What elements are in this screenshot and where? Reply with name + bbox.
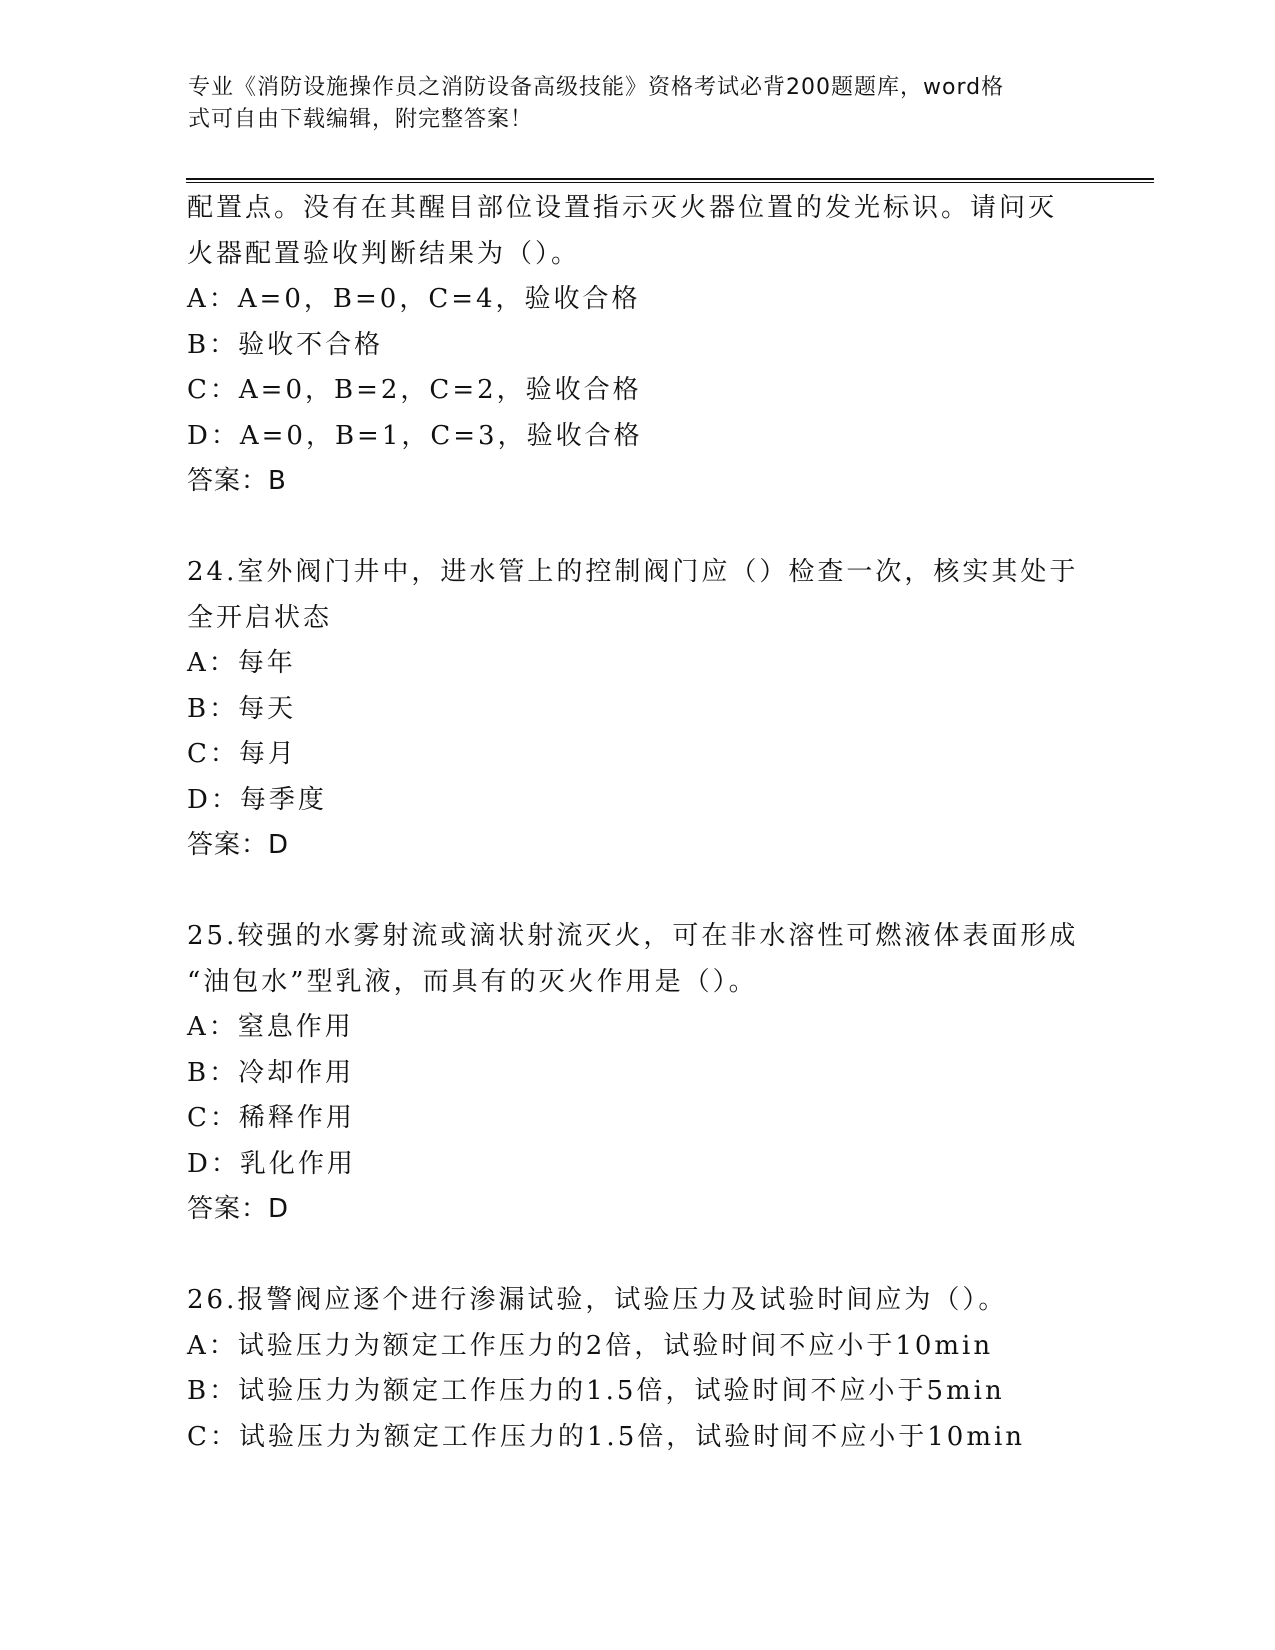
option-a: A：每年 bbox=[187, 648, 296, 678]
question-list bbox=[187, 186, 1087, 1460]
option-a: A：试验压力为额定工作压力的2倍，试验时间不应小于10min bbox=[187, 1330, 994, 1361]
question-spacer bbox=[187, 505, 1087, 551]
option-c: C：稀释作用 bbox=[187, 1103, 355, 1133]
question-25 bbox=[187, 914, 1087, 1233]
header-divider-thick bbox=[186, 178, 1154, 180]
question-24 bbox=[187, 550, 1087, 869]
answer: 答案：D bbox=[187, 830, 290, 860]
question-text-line: 配置点。没有在其醒目部位设置指示灭火器位置的发光标识。请问灭 bbox=[187, 193, 1058, 223]
option-a: A：A=0，B=0，C=4，验收合格 bbox=[187, 284, 641, 314]
question-text-line: 火器配置验收判断结果为（）。 bbox=[187, 238, 581, 269]
question-text-line: 26.报警阀应逐个进行渗漏试验，试验压力及试验时间应为（）。 bbox=[187, 1285, 1008, 1315]
header-line-1: 专业《消防设施操作员之消防设备高级技能》资格考试必背200题题库，word格 bbox=[188, 75, 1005, 100]
option-b: B：验收不合格 bbox=[187, 329, 384, 360]
option-d: D：每季度 bbox=[187, 784, 327, 815]
option-b: B：冷却作用 bbox=[187, 1057, 355, 1088]
question-spacer bbox=[187, 1233, 1087, 1279]
answer: 答案：D bbox=[187, 1194, 290, 1224]
option-a: A：窒息作用 bbox=[187, 1012, 354, 1042]
header-divider-thin bbox=[186, 182, 1154, 183]
option-d: D：A=0，B=1，C=3，验收合格 bbox=[187, 420, 643, 451]
option-b: B：试验压力为额定工作压力的1.5倍，试验时间不应小于5min bbox=[187, 1376, 1005, 1406]
question-text-line: 24.室外阀门井中，进水管上的控制阀门应（）检查一次，核实其处于 bbox=[187, 557, 1079, 587]
question-spacer bbox=[187, 869, 1087, 915]
option-d: D：乳化作用 bbox=[187, 1148, 356, 1179]
document-header bbox=[188, 72, 1088, 136]
header-line-2: 式可自由下载编辑，附完整答案！ bbox=[188, 107, 534, 132]
option-b: B：每天 bbox=[187, 693, 297, 724]
question-text-line: 全开启状态 bbox=[187, 602, 333, 633]
option-c: C：A=0，B=2，C=2，验收合格 bbox=[187, 375, 642, 405]
question-text-line: 25.较强的水雾射流或滴状射流灭火，可在非水溶性可燃液体表面形成 bbox=[187, 921, 1079, 951]
option-c: C：试验压力为额定工作压力的1.5倍，试验时间不应小于10min bbox=[187, 1421, 1026, 1452]
question-26 bbox=[187, 1278, 1087, 1460]
option-c: C：每月 bbox=[187, 739, 297, 769]
answer: 答案：B bbox=[187, 466, 287, 496]
question-text-line: “油包水”型乳液，而具有的灭火作用是（）。 bbox=[187, 966, 758, 997]
question-23 bbox=[187, 186, 1087, 505]
